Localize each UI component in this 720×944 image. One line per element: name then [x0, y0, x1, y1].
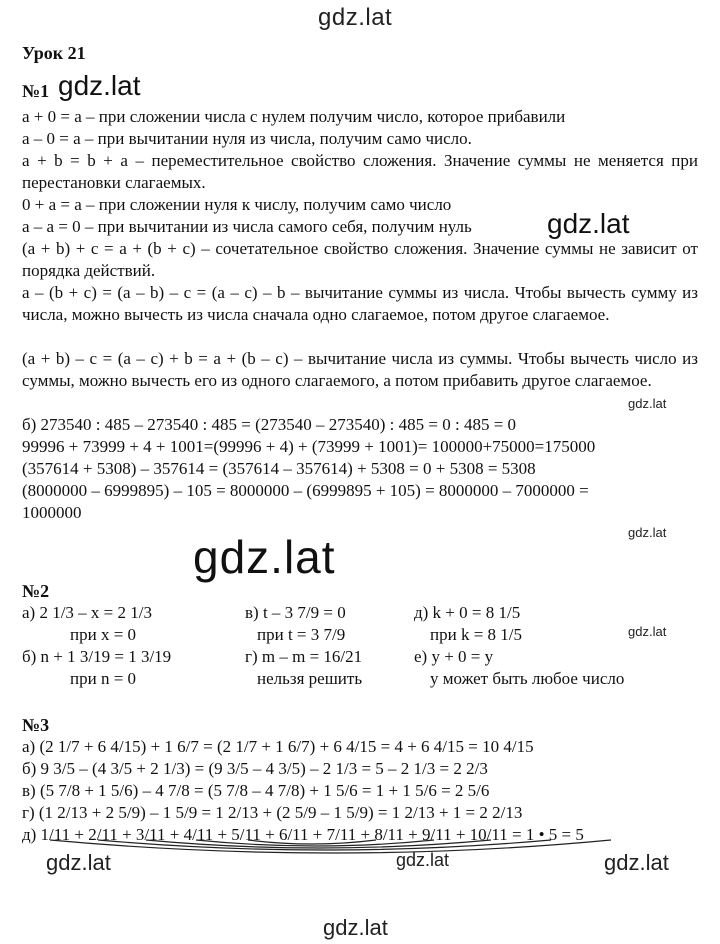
task2-ans-a: при x = 0: [70, 625, 137, 644]
task3-line-a: а) (2 1/7 + 6 4/15) + 1 6/7 = (2 1/7 + 1 6/7) + 6 4/15 = 4 + 6 4/15 = 10 4/15: [22, 737, 534, 756]
watermark-big: gdz.lat: [193, 531, 336, 583]
watermark-bottom-left: gdz.lat: [46, 850, 111, 875]
task1-line-4: 0 + a = a – при сложении нуля к числу, получим само число: [22, 195, 452, 214]
task1-line-2: a – 0 = a – при вычитании нуля из числа, получим само число.: [22, 129, 472, 148]
task2-eq-d: д) k + 0 = 8 1/5: [414, 603, 521, 622]
task2-ans-g: нельзя решить: [257, 669, 363, 688]
watermark-small-3: gdz.lat: [628, 624, 667, 639]
watermark-footer: gdz.lat: [323, 915, 388, 940]
task2-eq-g: г) m – m = 16/21: [245, 647, 363, 666]
task1-line-8: (a + b) – c = (a – c) + b = a + (b – c) – вычитание числа из суммы. Чтобы вычесть число из суммы, можно вычесть его из одного слагаемого, а потом прибавить другое слагаемое.: [22, 349, 698, 390]
task1-b-line-1: б) 273540 : 485 – 273540 : 485 = (273540 – 273540) : 485 = 0 : 485 = 0: [22, 415, 517, 434]
task1-line-7: a – (b + c) = (a – b) – c = (a – c) – b – вычитание суммы из числа. Чтобы вычесть сумму из числа, можно вычесть из числа сначала одно слагаемое, потом другое слагаемое.: [22, 283, 698, 324]
arc-4-7: [196, 840, 434, 846]
task1-number: №1: [22, 81, 50, 101]
task1-b-line-4: (8000000 – 6999895) – 105 = 8000000 – (6999895 + 105) = 8000000 – 7000000 =: [22, 481, 589, 500]
task2-ans-e: y может быть любое число: [430, 669, 625, 688]
task3-line-b: б) 9 3/5 – (4 3/5 + 2 1/3) = (9 3/5 – 4 3/5) – 2 1/3 = 5 – 2 1/3 = 2 2/3: [22, 759, 488, 778]
task1-b-line-3: (357614 + 5308) – 357614 = (357614 – 357614) + 5308 = 0 + 5308 = 5308: [22, 459, 536, 478]
lesson-title: Урок 21: [22, 43, 86, 63]
task3-line-d: д) 1/11 + 2/11 + 3/11 + 4/11 + 5/11 + 6/11 + 7/11 + 8/11 + 9/11 + 10/11 = 1 • 5 = 5: [22, 825, 584, 844]
task1-line-6: (a + b) + c = a + (b + c) – сочетательное свойство сложения. Значение суммы не зависит от порядка действий.: [22, 239, 698, 280]
task2-eq-v: в) t – 3 7/9 = 0: [245, 603, 346, 622]
task1-line-1: a + 0 = a – при сложении числа с нулем получим число, которое прибавили: [22, 107, 566, 126]
task2-eq-e: е) y + 0 = y: [414, 647, 494, 666]
task3-number: №3: [22, 715, 50, 735]
watermark-right: gdz.lat: [547, 208, 630, 239]
pairing-arcs: [36, 822, 696, 862]
task3-line-g: г) (1 2/13 + 2 5/9) – 1 5/9 = 1 2/13 + (2 5/9 – 1 5/9) = 1 2/13 + 1 = 2 2/13: [22, 803, 523, 822]
task2-ans-v: при t = 3 7/9: [257, 625, 346, 644]
watermark-heading: gdz.lat: [58, 70, 141, 101]
task1-b-line-5: 1000000: [22, 503, 82, 522]
task2-ans-b: при n = 0: [70, 669, 137, 688]
task1-line-5: a – a = 0 – при вычитании из числа самого себя, получим нуль: [22, 217, 472, 236]
watermark-small-1: gdz.lat: [628, 396, 667, 411]
arc-5-6: [248, 840, 376, 844]
task3-line-v: в) (5 7/8 + 1 5/6) – 4 7/8 = (5 7/8 – 4 7/8) + 1 5/6 = 1 + 1 5/6 = 2 5/6: [22, 781, 490, 800]
watermark-bottom-right: gdz.lat: [604, 850, 669, 875]
task1-b-line-2: 99996 + 73999 + 4 + 1001=(99996 + 4) + (73999 + 1001)= 100000+75000=175000: [22, 437, 596, 456]
watermark-top: gdz.lat: [318, 4, 393, 31]
watermark-small-2: gdz.lat: [628, 525, 667, 540]
task2-eq-a: а) 2 1/3 – x = 2 1/3: [22, 603, 152, 622]
task2-number: №2: [22, 581, 50, 601]
task2-ans-d: при k = 8 1/5: [430, 625, 523, 644]
watermark-bottom-mid: gdz.lat: [396, 850, 450, 870]
task2-eq-b: б) n + 1 3/19 = 1 3/19: [22, 647, 172, 666]
task1-line-3: a + b = b + a – переместительное свойство сложения. Значение суммы не меняется при перестановки слагаемых.: [22, 151, 698, 192]
